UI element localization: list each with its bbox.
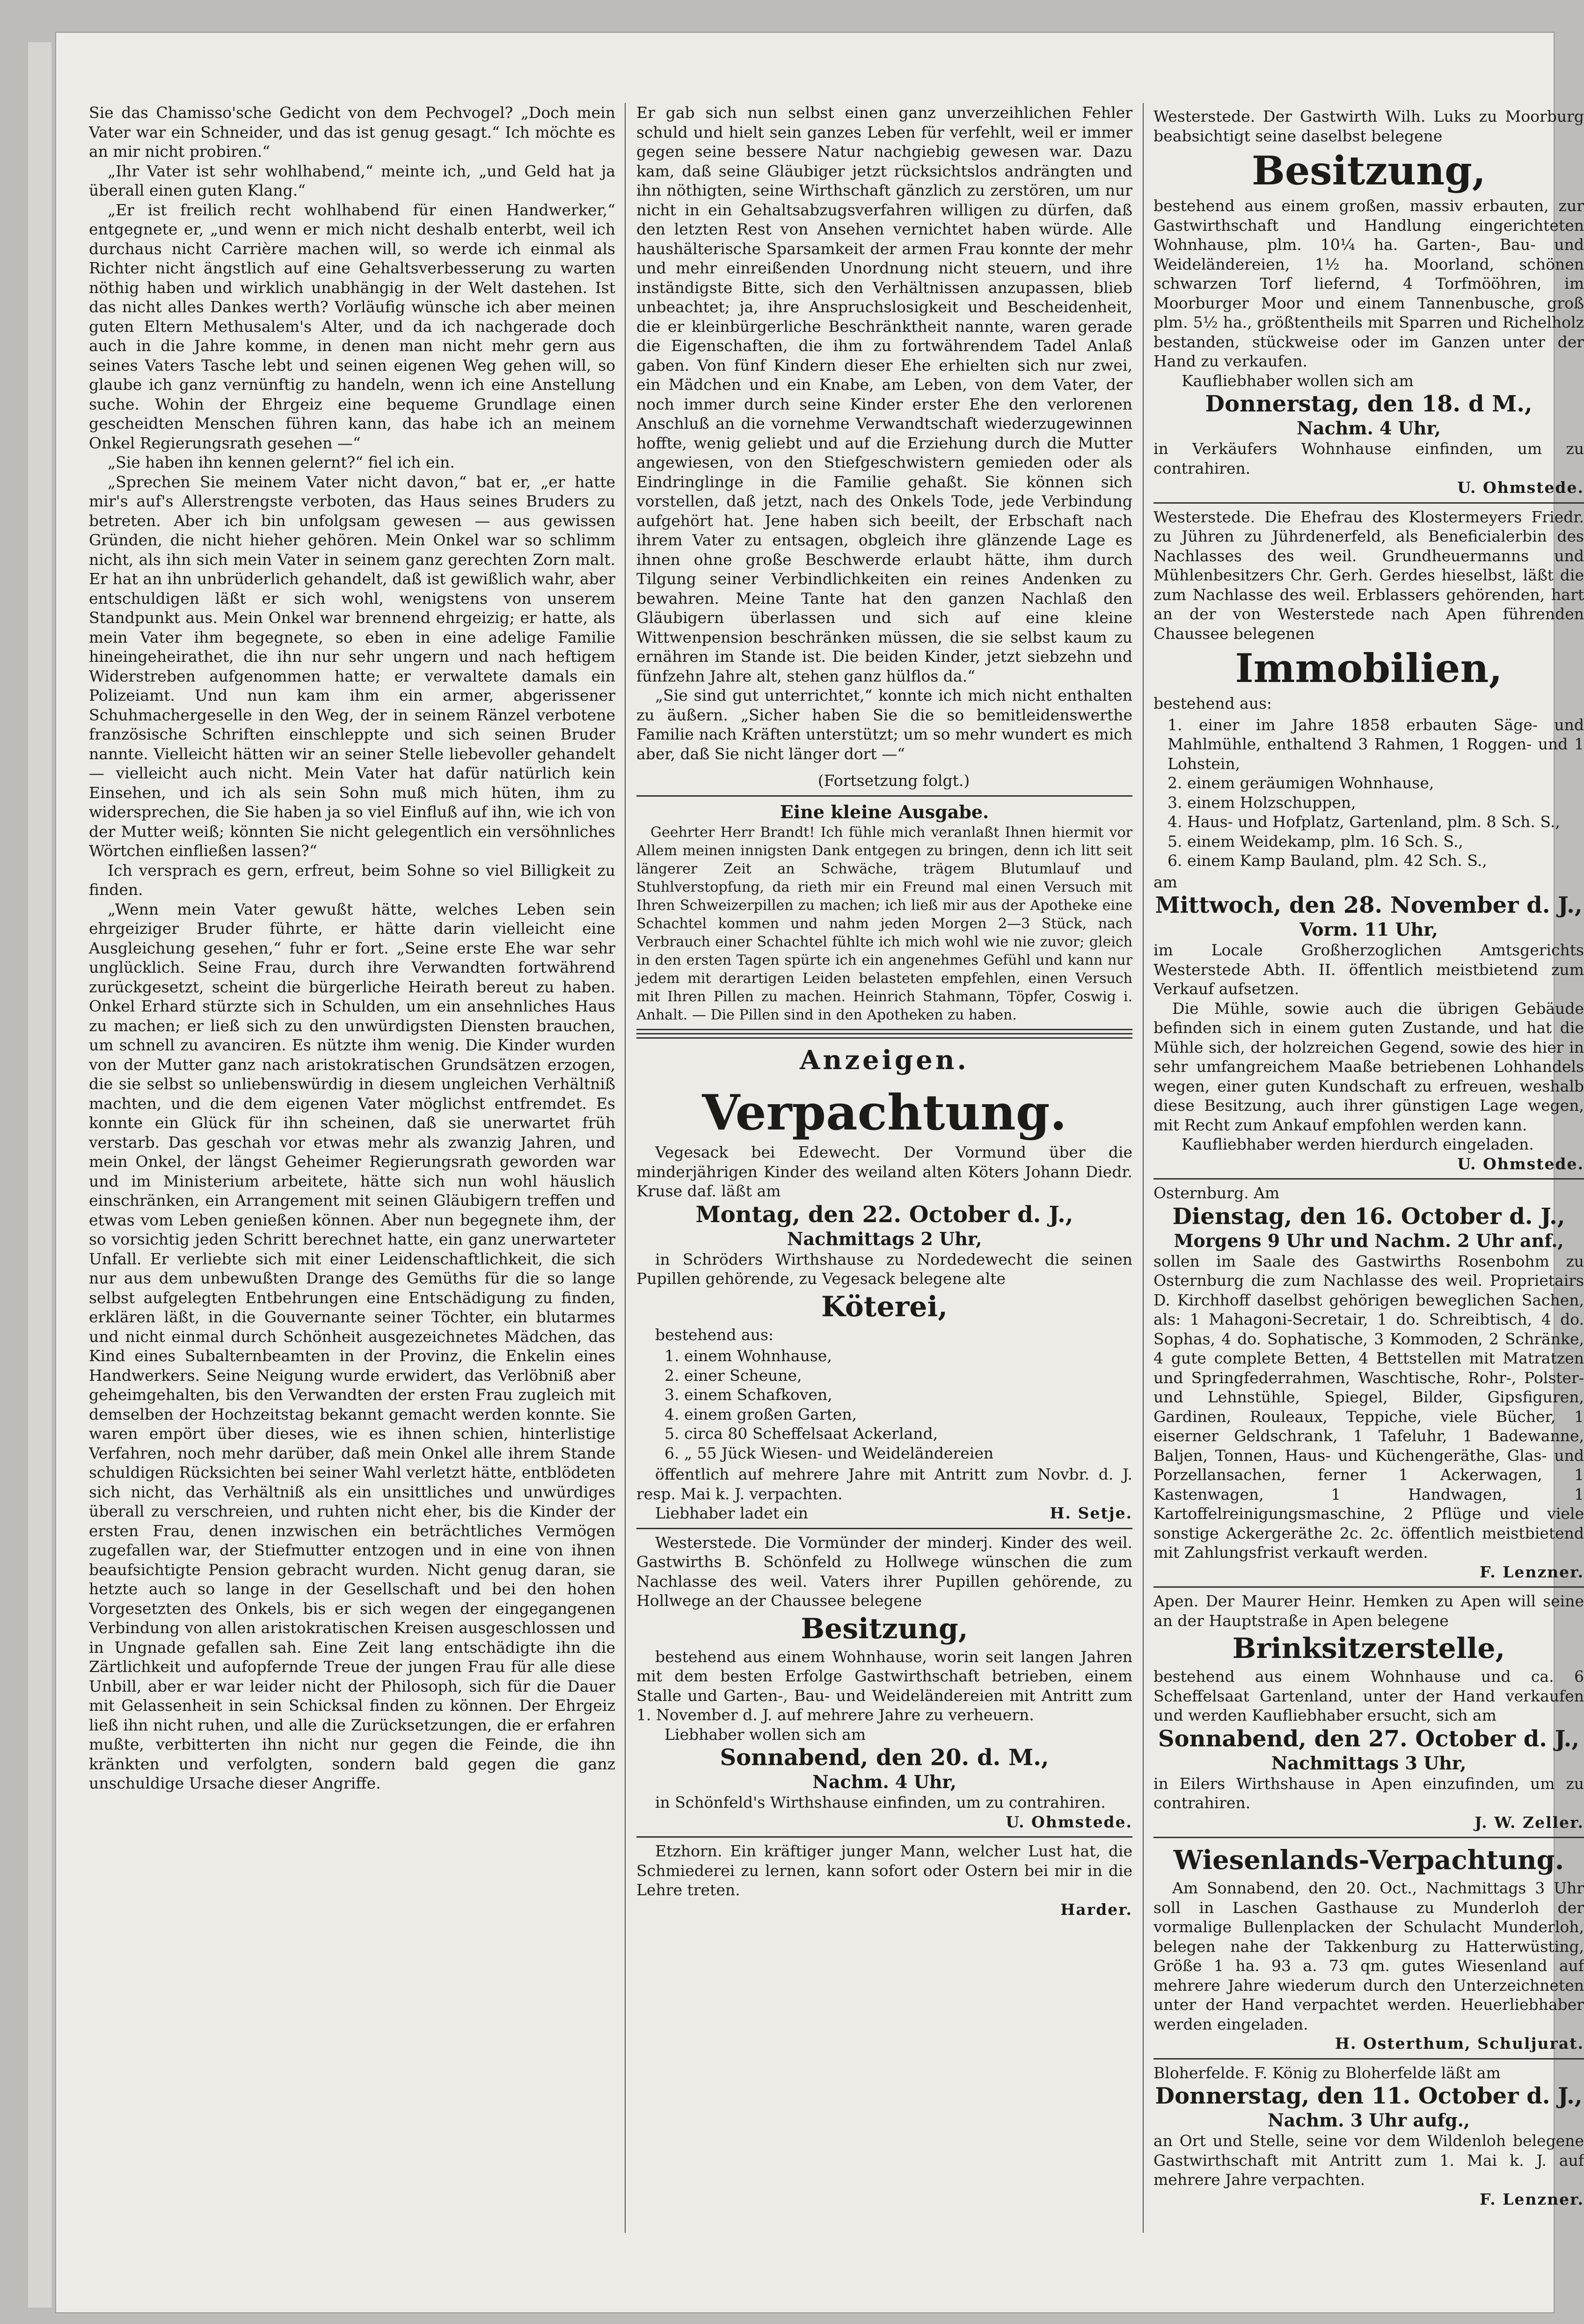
ad-etzhorn	[636, 1838, 1132, 1924]
ad-signature: J. W. Zeller.	[1475, 1813, 1584, 1832]
ad-immobilien	[1153, 504, 1584, 1180]
newspaper-page	[56, 33, 1584, 2312]
ad-consists: bestehend aus:	[1153, 694, 1272, 712]
column-1-serial-story	[89, 103, 615, 1793]
ad-date: Montag, den 22. October d. J.,	[695, 1201, 1073, 1228]
ad-date: Mittwoch, den 28. November d. J.,	[1155, 892, 1583, 918]
ad-time: Nachm. 4 Uhr,	[1297, 418, 1441, 439]
ad-consists: bestehend aus:	[655, 1325, 774, 1344]
ad-text: bestehend aus einem großen, massiv erbauten, zur Gastwirthschaft und Handlung eingerichteten Wohnhause, plm. 10¼ ha. Garten-, Bau- und Weideländereien, 1½ ha. Moorland, schönen schwarzen Torf liefernd, 4 Torfmööhren, im Moorburger Moor und einem Tannenbusche, groß plm. 5½ ha., größtentheils mit Sparren und Richelholz bestanden, stückweise oder im Ganzen unter der Hand zu verkaufen.	[1153, 197, 1584, 370]
ad-signature: U. Ohmstede.	[1006, 1812, 1132, 1831]
anzeigen-header: Anzeigen.	[800, 1045, 969, 1076]
ad-title: Besitzung,	[1251, 147, 1486, 194]
ad-place: im Locale Großherzoglichen Amtsgerichts Westerstede Abth. II. öffentlich meistbietend zum Verkauf aufsetzen.	[1153, 941, 1584, 998]
ad-wiesenlands-verpachtung	[1153, 1838, 1584, 2060]
list-item: 1. einem Wohnhause,	[664, 1347, 832, 1365]
ad-item-list	[664, 1346, 1132, 1463]
ad-time: Nachmittags 2 Uhr,	[787, 1228, 982, 1249]
ad-date: Sonnabend, den 27. October d. J.,	[1158, 1725, 1580, 1752]
ad-signature: U. Ohmstede.	[1457, 478, 1584, 497]
ad-date: Donnerstag, den 18. d M.,	[1205, 391, 1533, 417]
story-paragraph: „Sie haben ihn kennen gelernt?“ fiel ich ein.	[108, 453, 455, 471]
ad-signature: F. Lenzner.	[1480, 2190, 1584, 2208]
ad-liebhaber: Liebhaber wollen sich am	[664, 1725, 866, 1744]
ad-schoenfeld	[636, 1529, 1132, 1838]
ad-place: in Eilers Wirthshause in Apen einzufinden, um zu contrahiren.	[1153, 1774, 1584, 1812]
ad-title: Verpachtung.	[702, 1084, 1067, 1141]
ad-date: Donnerstag, den 11. October d. J.,	[1155, 2083, 1583, 2109]
column-divider	[625, 103, 626, 2233]
ad-signature: Harder.	[1060, 1900, 1132, 1919]
ad-liebhaber: Kaufliebhaber werden hierdurch eingeladen.	[1182, 1135, 1534, 1153]
ad-intro: Vegesack bei Edewecht. Der Vormund über die minderjährigen Kinder des weiland alten Köters Johann Diedr. Kruse daf. läßt am	[636, 1143, 1132, 1200]
ad-title: Immobilien,	[1235, 645, 1503, 691]
ad-liebhaber: Liebhaber ladet ein	[655, 1504, 808, 1522]
ad-verpachtung-koeterei	[636, 1079, 1132, 1529]
story-paragraph: „Sprechen Sie meinem Vater nicht davon,“ bat er, „er hatte mir's auf's Allerstrengste verboten, das Haus seines Bruders zu betreten. Aber ich bin unfolgsam gewesen — aus gewissen Gründen, die nicht hieher gehören. Mein Onkel war so schlimm nicht, als ihn sich mein Vater in seinem ganz gerechten Zorn malt. Er hat an ihn unbrüderlich gehandelt, daß ist gewißlich wahr, aber entschuldigen läßt er sich wohl, wenigstens von unserem Standpunkt aus. Mein Onkel war brennend ehrgeizig; er hatte, als mein Vater ihm begegnete, so eben in eine adelige Familie hineingeheirathet, die ihn nur sehr ungern und nach heftigem Widerstreben aufgenommen hatte; er verwaltete damals ein Polizeiamt. Und nun kam ihm ein armer, abgerissener Schuhmachergeselle in den Weg, der in seinem Ränzel verbotene französische Schriften einschleppte und sich seinen Bruder nannte. Vielleicht hätten wir an seiner Stelle liebevoller gehandelt — vielleicht auch nicht. Mein Vater hat dafür natürlich kein Einsehen, und ich als sein Sohn muß mich hüten, ihm zu widersprechen, die Sie haben ja so viel Einfluß auf ihn, wie ich von der Mutter weiß; könnten Sie nicht gelegentlich ein versöhnliches Wörtchen einfließen lassen?“	[89, 472, 615, 860]
ad-time: Nachmittags 3 Uhr,	[1271, 1752, 1467, 1774]
ad-am: am	[1153, 872, 1177, 891]
ad-signature: U. Ohmstede.	[1457, 1154, 1584, 1173]
ad-intro: Westerstede. Der Gastwirth Wilh. Luks zu Moorburg beabsichtigt seine daselbst belegene	[1153, 107, 1584, 145]
list-item: 4. einem großen Garten,	[664, 1405, 857, 1423]
ad-signature: F. Lenzner.	[1480, 1562, 1584, 1581]
list-item: 6. einem Kamp Bauland, plm. 42 Sch. S.,	[1168, 851, 1487, 870]
list-item: 3. einem Schafkoven,	[664, 1386, 832, 1404]
ad-outro: öffentlich auf mehrere Jahre mit Antritt zum Novbr. d. J. resp. Mai k. J. verpachten.	[636, 1465, 1132, 1503]
ad-title: Wiesenlands-Verpachtung.	[1173, 1845, 1564, 1876]
ad-title: Besitzung,	[801, 1612, 968, 1645]
column-divider	[1143, 103, 1144, 2233]
story-paragraph: „Ihr Vater ist sehr wohlhabend,“ meinte ich, „und Geld hat ja überall einen guten Klang.“	[89, 161, 615, 199]
ad-time: Nachm. 4 Uhr,	[812, 1771, 956, 1792]
list-item: 2. einer Scheune,	[664, 1366, 802, 1385]
ad-place: in Verkäufers Wohnhause einfinden, um zu contrahiren.	[1153, 440, 1584, 477]
ad-date: Dienstag, den 16. October d. J.,	[1172, 1203, 1565, 1230]
ad-text: Etzhorn. Ein kräftiger junger Mann, welcher Lust hat, die Schmiederei zu lernen, kann sofort oder Ostern bei mir in die Lehre treten.	[636, 1842, 1132, 1899]
ad-kleine-ausgabe	[636, 795, 1132, 1031]
list-item: 5. circa 80 Scheffelsaat Ackerland,	[664, 1424, 938, 1443]
story-paragraph: „Er ist freilich recht wohlhabend für einen Handwerker,“ entgegnete er, „und wenn er mich nicht deshalb enterbt, weil ich durchaus nicht Carrière machen will, so werde ich einmal als Richter nicht ängstlich auf eine Gehaltsverbesserung zu warten nöthig haben und wirklich unabhängig in der Welt dastehen. Ist das nicht alles Dankes werth? Vorläufig wünsche ich aber meinen guten Eltern Methusalem's Alter, und da ich nachgerade doch auch in die Jahre komme, in denen man nicht mehr gern aus seines Vaters Tasche lebt und seinen eigenen Weg gehen will, so glaube ich ganz vernünftig zu handeln, wenn ich eine Anstellung suche. Wohin der Ehrgeiz eine bequeme Grundlage einen gescheidten Menschen führen kann, das habe ich an meinem Onkel Regierungsrath gesehen —“	[89, 200, 615, 452]
ad-signature: H. Setje.	[1050, 1504, 1132, 1522]
list-item: 1. einer im Jahre 1858 erbauten Säge- und Mahlmühle, enthaltend 3 Rahmen, 1 Roggen- und 1 Lohstein,	[1168, 715, 1584, 773]
ad-footer	[636, 1503, 1132, 1523]
ad-liebhaber: Kaufliebhaber wollen sich am	[1182, 371, 1414, 390]
ad-signature: H. Osterthum, Schuljurat.	[1335, 2034, 1584, 2053]
list-item: 2. einem geräumigen Wohnhause,	[1168, 774, 1434, 792]
list-item: 3. einem Holzschuppen,	[1168, 793, 1356, 812]
story-paragraph: „Wenn mein Vater gewußt hätte, welches Leben sein ehrgeiziger Bruder führte, er hätte darin vielleicht eine Ausgleichung gesehen,“ fuhr er fort. „Seine erste Ehe war sehr unglücklich. Seine Frau, durch ihre Verwandten fortwährend zurückgesetzt, scheint die bürgerliche Heirath bereut zu haben. Onkel Erhard stürzte sich in Schulden, um ein ansehnliches Haus zu machen; er ließ sich zu den unwürdigsten Diensten brauchen, um schnell zu avanciren. Es nützte ihm wenig. Die Kinder wurden von der Mutter ganz nach aristokratischen Grundsätzen erzogen, die sie selbst so unliebenswürdig in diesem ungleichen Verhältniß machten, und die dem eigenen Vater möglichst entfremdet. Es konnte ein Glück für ihn scheinen, daß sie unerwartet früh verstarb. Das geschah vor etwas mehr als zwanzig Jahren, und mein Onkel, der längst Geheimer Regierungsrath geworden war und im Ministerium arbeitete, hätte sich nun wohl häuslich einschränken, ein Arrangement mit seinen Gläubigern treffen und etwas vom Leben genießen können. Aber nun begegnete ihm, der so vorsichtig jeden Schritt berechnet hatte, ein ganz unerwarteter Unfall. Er verliebte sich mit einer Leidenschaftlichkeit, die sich nur aus dem unbewußten Drange des Gemüths für die so lange selbst aufgelegten Entbehrungen eine Entschädigung zu finden, erklären läßt, in die Gouvernante seiner Töchter, ein blutarmes und nicht einmal durch Schönheit ausgezeichnetes Mädchen, das Kind eines Subalternbeamten in der Provinz, die Enkelin eines Handwerkers. Seine Neigung wurde erwidert, das Verlöbniß aber geheimgehalten, bis den Verwandten der ersten Frau zugleich mit demselben der Hochzeitstag bekannt gemacht werden konnte. Sie waren empört über dieses, wie es ihnen schien, hinterlistige Verfahren, noch mehr darüber, daß mein Onkel alle ihrem Stande schuldigen Rücksichten bei seiner Wahl verletzt hätte, entblödeten sich nicht, das Verhältniß als ein unsittliches und unwürdiges überall zu verschreien, und ruhten nicht eher, bis die Kinder der ersten Frau, denen inzwischen ein beträchtliches Vermögen zugefallen war, der Stiefmutter entzogen und in eine von ihnen beaufsichtigte Pension gebracht wurden. Nicht genug daran, sie hetzte auch so lange in der Gesellschaft und bei den hohen Vorgesetzten des Onkels, bis er sich wegen der eingegangenen Verbindung von allen aristokratischen Kreisen ausgeschlossen und in Ungnade gefallen sah. Eine Zeit lang entschädigte ihn die Zärtlichkeit und aufopfernde Treue der jungen Frau für alle diese Unbill, aber er war leider nicht der Philosoph, sich für die Dauer mit Gelassenheit in sein Schicksal finden zu können. Der Ehrgeiz ließ ihn nicht ruhen, und alle die Zurücksetzungen, die er erfahren mußte, verbitterten ihn nicht nur gegen die Feinde, die ihn kränkten und verfolgten, sondern bald gegen die ganz unschuldige Ursache dieser Angriffe.	[89, 900, 615, 1792]
column-2	[636, 103, 1132, 1924]
story-paragraph: „Sie sind gut unterrichtet,“ konnte ich mich nicht enthalten zu äußern. „Sicher haben Sie die so bemitleidenswerthe Familie nach Kräften unterstützt; um so mehr wundert es mich aber, daß Sie nicht länger dort —“	[636, 686, 1132, 763]
list-item: 4. Haus- und Hofplatz, Gartenland, plm. 8 Sch. S.,	[1168, 813, 1560, 831]
ad-place: in Schönfeld's Wirthshause einfinden, um zu contrahiren.	[655, 1793, 1106, 1811]
ad-luks-besitzung	[1153, 103, 1584, 504]
ad-time: Morgens 9 Uhr und Nachm. 2 Uhr anf.,	[1174, 1230, 1564, 1251]
ad-object: Köterei,	[821, 1290, 948, 1323]
ad-text: Die Mühle, sowie auch die übrigen Gebäude befinden sich in einem guten Zustande, und hat die Mühle sich, der holzreichen Gegend, sowie des hier in sehr umfangreichem Maaße betriebenen Lohhandels wegen, einer guten Kundschaft zu erfreuen, weshalb diese Besitzung, auch ihrer günstigen Lage wegen, mit Recht zum Ankauf empfohlen werden kann.	[1153, 999, 1584, 1134]
ad-bloherfelde	[1153, 2060, 1584, 2214]
story-paragraph: Er gab sich nun selbst einen ganz unverzeihlichen Fehler schuld und hielt sein ganzes Leben für verfehlt, weil er immer gegen seine bessere Natur nachgiebig gewesen war. Dazu kam, daß seine Gläubiger jetzt rücksichtslos andrängten und ihn nöthigten, seine Wirthschaft gänzlich zu zerstören, um nur nicht in ein Gehaltsabzugsverfahren willigen zu dürfen, daß den letzten Rest von Ansehen vernichtet haben würde. Alle haushälterische Sparsamkeit der armen Frau konnte der mehr und mehr einreißenden Unordnung nicht steuern, und ihre inständigste Bitte, sich den Verhältnissen anzupassen, blieb unbeachtet; ja, ihre Anspruchslosigkeit und Bescheidenheit, die er kleinbürgerliche Beschränktheit nannte, waren gerade die Eigenschaften, die ihm zu fortwährendem Tadel Anlaß gaben. Von fünf Kindern dieser Ehe erhielten sich nur zwei, ein Mädchen und ein Knabe, am Leben, von dem Vater, der noch immer durch seine Kinder erster Ehe den verlorenen Anschluß an die vornehme Verwandtschaft wiederzugewinnen hoffte, wenig geliebt und auf die Erziehung durch die Mutter angewiesen, von den Stiefgeschwistern gemieden oder als Eindringlinge in die Familie gehaßt. Sie können sich vorstellen, daß jetzt, nach des Onkels Tode, jede Verbindung aufgehört hat. Jene haben sich beeilt, der Erbschaft nach ihrem Vater zu entsagen, obgleich ihre glänzende Lage es ihnen ohne große Beschwerde erlaubt hätte, ihm durch Tilgung seiner Verbindlichkeiten ein reines Andenken zu bewahren. Meine Tante hat den ganzen Nachlaß den Gläubigern überlassen und sich auf eine kleine Wittwenpension beschränken müssen, die sie selbst kaum zu ernähren im Stande ist. Die beiden Kinder, jetzt siebzehn und fünfzehn Jahre alt, stehen ganz hülflos da.“	[636, 103, 1132, 685]
ad-time: Vorm. 11 Uhr,	[1299, 919, 1438, 940]
continued-note: (Fortsetzung folgt.)	[818, 771, 970, 790]
ad-text: bestehend aus einem Wohnhause, worin seit langen Jahren mit dem besten Erfolge Gastwirthschaft betrieben, einem Stalle und Garten-, Bau- und Weideländereien mit Antritt zum 1. November d. J. auf mehrere Jahre zu verheuern.	[636, 1647, 1132, 1724]
ad-title: Brinksitzerstelle,	[1232, 1632, 1505, 1665]
ad-apen-brinksitzerstelle	[1153, 1588, 1584, 1838]
ad-text: an Ort und Stelle, seine vor dem Wildenloh belegene Gastwirthschaft mit Antritt zum 1. Mai k. J. auf mehrere Jahre verpachten.	[1153, 2132, 1584, 2189]
double-rule	[636, 1033, 1132, 1039]
list-item: 5. einem Weidekamp, plm. 16 Sch. S.,	[1168, 832, 1463, 850]
ad-place: in Schröders Wirthshause zu Nordedewecht die seinen Pupillen gehörende, zu Vegesack belegene alte	[636, 1250, 1132, 1288]
ad-intro: Bloherfelde. F. König zu Bloherfelde läßt am	[1153, 2063, 1501, 2082]
ad-item-list	[1168, 715, 1584, 871]
list-item: 6. „ 55 Jück Wiesen- und Weideländereien	[664, 1444, 994, 1462]
story-paragraph: Ich versprach es gern, erfreut, beim Sohne so viel Billigkeit zu finden.	[89, 861, 615, 899]
ad-intro: Apen. Der Maurer Heinr. Hemken zu Apen will seine an der Hauptstraße in Apen belegene	[1153, 1592, 1584, 1630]
column-3-advertisements	[1153, 103, 1584, 2214]
ad-osternburg	[1153, 1180, 1584, 1588]
ad-text: Geehrter Herr Brandt! Ich fühle mich veranlaßt Ihnen hiermit vor Allem meinen innigsten Dank entgegen zu bringen, denn ich litt seit längerer Zeit an Schwäche, trägem Blutumlauf und Stuhlverstopfung, da rieth mir ein Freund mal einen Versuch mit Ihren Schweizerpillen zu machen; ich ließ mir aus der Apotheke eine Schachtel kommen und nahm jeden Morgen 2—3 Stück, nach Verbrauch einer Schachtel fühlte ich mich wohl wie nie zuvor; gleich in den ersten Tagen spürte ich ein angenehmes Gefühl und kann nur jedem mit derartigen Leiden belasteten empfehlen, einen Versuch mit Ihren Pillen zu machen. Heinrich Stahmann, Töpfer, Coswig i. Anhalt. — Die Pillen sind in den Apotheken zu haben.	[636, 824, 1132, 1023]
ad-intro: Osternburg. Am	[1153, 1184, 1280, 1202]
ad-intro: Westerstede. Die Ehefrau des Klostermeyers Friedr. zu Jühren zu Jührdenerfeld, als Beneficialerbin des Nachlasses des weil. Grundheuermanns und Mühlenbesitzers Chr. Gerh. Gerdes hieselbst, läßt die zum Nachlasse des weil. Erblassers gehörenden, hart an der von Westerstede nach Apen führenden Chaussee belegenen	[1153, 507, 1584, 643]
ad-title: Eine kleine Ausgabe.	[780, 801, 989, 822]
ad-text: bestehend aus einem Wohnhause und ca. 6 Scheffelsaat Gartenland, unter der Hand verkaufen und werden Kaufliebhaber ersucht, sich am	[1153, 1667, 1584, 1724]
ad-date: Sonnabend, den 20. d. M.,	[720, 1745, 1049, 1771]
story-paragraph: Sie das Chamisso'sche Gedicht von dem Pechvogel? „Doch mein Vater war ein Schneider, und das ist genug gesagt.“ Ich möchte es an mir nicht probiren.“	[89, 103, 615, 161]
ad-text: Am Sonnabend, den 20. Oct., Nachmittags 3 Uhr soll in Laschen Gasthause zu Munderloh der vormalige Bullenplacken der Schulacht Munderloh, belegen nahe der Takkenburg zu Hatterwüsting, Größe 1 ha. 93 a. 73 qm. gutes Wiesenland auf mehrere Jahre wiederum durch den Unterzeichneten unter der Hand verpachtet werden. Heuerliebhaber werden eingeladen.	[1153, 1879, 1584, 2033]
ad-time: Nachm. 3 Uhr aufg.,	[1267, 2110, 1470, 2131]
ad-intro: Westerstede. Die Vormünder der minderj. Kinder des weil. Gastwirths B. Schönfeld zu Hollwege wünschen die zum Nachlasse des weil. Vaters ihrer Pupillen gehörende, zu Hollwege an der Chaussee belegene	[636, 1533, 1132, 1610]
ad-text: sollen im Saale des Gastwirths Rosenbohm zu Osternburg die zum Nachlasse des weil. Proprietairs D. Kirchhoff daselbst gehörigen beweglichen Sachen, als: 1 Mahagoni-Secretair, 1 do. Schreibtisch, 4 do. Sophas, 4 do. Sophatische, 3 Kommoden, 2 Schränke, 4 gute complete Betten, 4 Bettstellen mit Matratzen und Springfederrahmen, Waschtische, Rohr-, Polster- und Lehnstühle, Spiegel, Bilder, Gipsfiguren, Gardinen, Rouleaux, Teppiche, viele Bücher, 1 eiserner Geldschrank, 1 Tafeluhr, 1 Badewanne, Baljen, Tonnen, Haus- und Küchengeräthe, Glas- und Porzellansachen, ferner 1 Ackerwagen, 1 Kastenwagen, 1 Handwagen, 1 Kartoffelreinigungsmaschine, 2 Pflüge und viele sonstige Ackergeräthe 2c. 2c. öffentlich meistbietend mit Zahlungsfrist verkauft werden.	[1153, 1252, 1584, 1562]
